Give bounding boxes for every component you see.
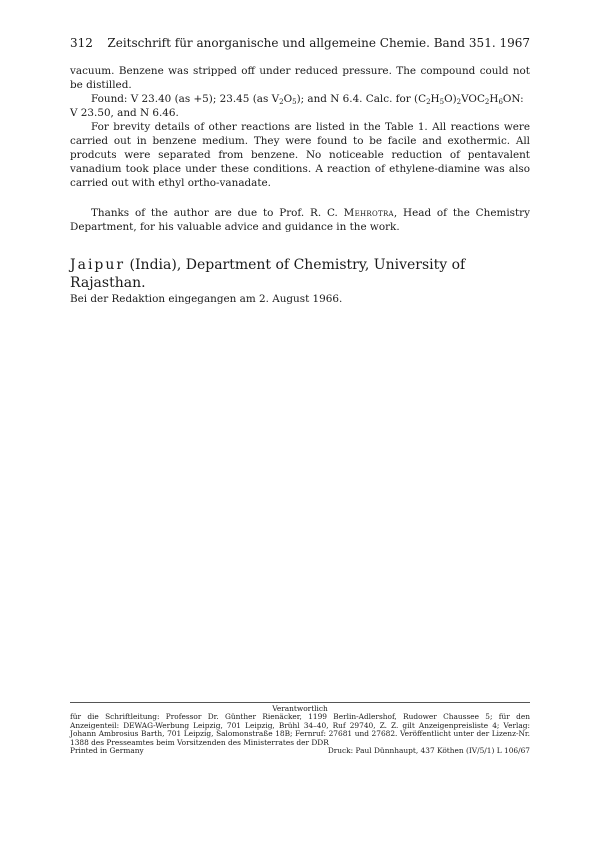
- footer-imprint-text: für die Schriftleitung: Professor Dr. Günther Rienäcker, 1199 Berlin-Adlershof, Rudower Chaussee 5; für den Anzeigenteil: DEWAG-Werbung Leipzig, 701 Leipzig, Brühl 34–40, Ruf 29740, Z. Z. gilt Anzeigenpreisliste 4; Verlag: Johann Ambrosius Barth, 701 Leipzig, Salomonstraße 18B; Fernruf: 27681 und 27682. Veröffentlicht unter der Lizenz-Nr. 1388 des Presseamtes beim Vorsitzenden des Ministerrates der DDR: [70, 712, 530, 747]
- page-number: 312: [70, 36, 93, 50]
- spacer: [70, 190, 530, 206]
- footer-printer-row: [70, 747, 530, 755]
- paragraph-vacuum: vacuum. Benzene was stripped off under reduced pressure. The compound could not be distilled.: [70, 65, 530, 91]
- affiliation-city: Jaipur: [70, 257, 126, 273]
- acknowledgement: Thanks of the author are due to Prof. R. C. Mehrotra, Head of the Chemistry Department, for his valuable advice and guidance in the work.: [70, 207, 530, 233]
- paragraph-reactions: For brevity details of other reactions are listed in the Table 1. All reactions were carried out in benzene medium. They were found to be facile and exothermic. All prodcuts were separated from benzene. No noticeable reduction of pentavalent vanadium took place under these conditions. A reaction of ethylene-diamine was also carried out with ethyl ortho-vanadate.: [70, 121, 530, 189]
- paragraph-analysis-cont: V 23.50, and N 6.46.: [70, 107, 179, 119]
- imprint-footer: [70, 705, 530, 755]
- footer-divider: [70, 702, 530, 703]
- footer-druck: Druck: Paul Dünnhaupt, 437 Köthen (IV/5/1) L 106/67: [327, 746, 530, 756]
- received-date: Bei der Redaktion eingegangen am 2. August 1966.: [70, 293, 343, 305]
- journal-title: Zeitschrift für anorganische und allgemeine Chemie. Band 351. 1967: [107, 36, 530, 50]
- acknowledged-person: Mehrotra: [343, 207, 394, 219]
- footer-printed: Printed in Germany: [70, 746, 144, 756]
- article-body: [70, 64, 530, 234]
- footer-title: Verantwortlich: [272, 704, 328, 713]
- paragraph-analysis: Found: V 23.40 (as +5); 23.45 (as $V_2O_5$); and N 6.4. Calc. for $(C_2H_5O)_2VOC_2H_6ON$:: [91, 93, 524, 106]
- affiliation-rest: (India), Department of Chemistry, University of Rajasthan.: [70, 257, 466, 291]
- running-header: [70, 36, 530, 52]
- affiliation: [70, 256, 530, 292]
